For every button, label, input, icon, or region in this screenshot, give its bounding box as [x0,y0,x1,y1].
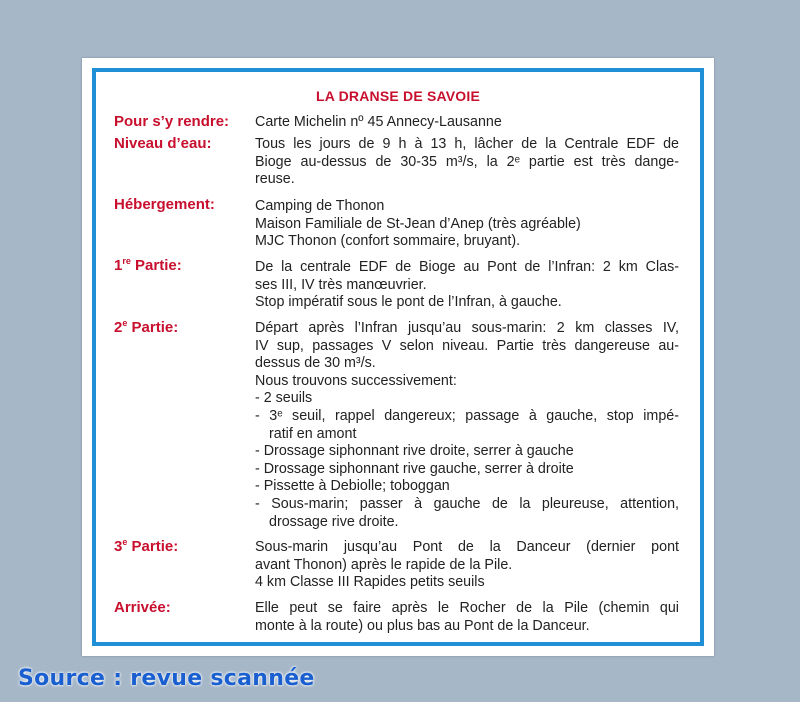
bullet-item: - 3ᵉ seuil, rappel dangereux; passage à gauche, stop impé- [255,407,679,424]
label-arrivee: Arrivée: [114,599,171,616]
text-arrivee [255,600,679,635]
article-frame [92,68,704,646]
text-line: Carte Michelin nº 45 Annecy-Lausanne [255,114,502,130]
text-partie-3 [255,539,679,592]
text-line: reuse. [255,171,295,188]
bullet-item: - Sous-marin; passer à gauche de la pleureuse, attention, [255,495,679,512]
text-line: Départ après l’Infran jusqu’au sous-marin: 2 km classes IV, [255,320,679,336]
bullet-item: - Drossage siphonnant rive droite, serrer à gauche [255,443,574,460]
bullet-item: - Pissette à Debiolle; toboggan [255,478,450,495]
page-title: LA DRANSE DE SAVOIE [315,88,481,104]
label-partie-1: 1re Partie: [114,256,182,274]
bullet-item-continued: drossage rive droite. [269,513,399,530]
text-line: 4 km Classe III Rapides petits seuils [255,574,485,591]
text-line: IV sup, passages V selon niveau. Partie très dangereuse au- [255,337,679,354]
text-line: ses III, IV très manœuvrier. [255,276,427,293]
text-line: Sous-marin jusqu’au Pont de la Danceur (dernier pont [255,539,679,555]
text-hebergement [255,198,679,251]
scanned-page [82,58,714,656]
text-partie-1 [255,259,679,312]
text-line: Maison Familiale de St-Jean d’Anep (très agréable) [255,215,581,232]
text-line: Stop impératif sous le pont de l’Infran, à gauche. [255,294,562,311]
text-line: Tous les jours de 9 h à 13 h, lâcher de la Centrale EDF de [255,136,679,152]
source-caption: Source : revue scannée [18,666,315,691]
bullet-item: - Drossage siphonnant rive gauche, serrer à droite [255,460,574,477]
text-partie-2 [255,320,679,531]
text-acces [255,114,679,132]
text-line: Nous trouvons successivement: [255,372,457,389]
label-niveau: Niveau d’eau: [114,135,212,152]
label-hebergement: Hébergement: [114,196,215,213]
text-line: MJC Thonon (confort sommaire, bruyant). [255,233,521,250]
text-niveau [255,136,679,189]
label-acces: Pour s’y rendre: [114,113,230,130]
text-line: Elle peut se faire après le Rocher de la Pile (chemin qui [255,600,679,616]
label-partie-3: 3e Partie: [114,537,179,555]
text-line: avant Thonon) après le rapide de la Pile. [255,556,513,573]
label-partie-2: 2e Partie: [114,318,179,336]
bullet-item-continued: ratif en amont [269,425,357,442]
text-line: Bioge au-dessus de 30-35 m³/s, la 2ᵉ partie est très dange- [255,153,679,170]
text-line: monte à la route) ou plus bas au Pont de la Danceur. [255,617,590,634]
bullet-item: - 2 seuils [255,390,313,407]
text-line: De la centrale EDF de Bioge au Pont de l’Infran: 2 km Clas- [255,259,679,275]
text-line: dessus de 30 m³/s. [255,355,376,372]
text-line: Camping de Thonon [255,198,385,214]
